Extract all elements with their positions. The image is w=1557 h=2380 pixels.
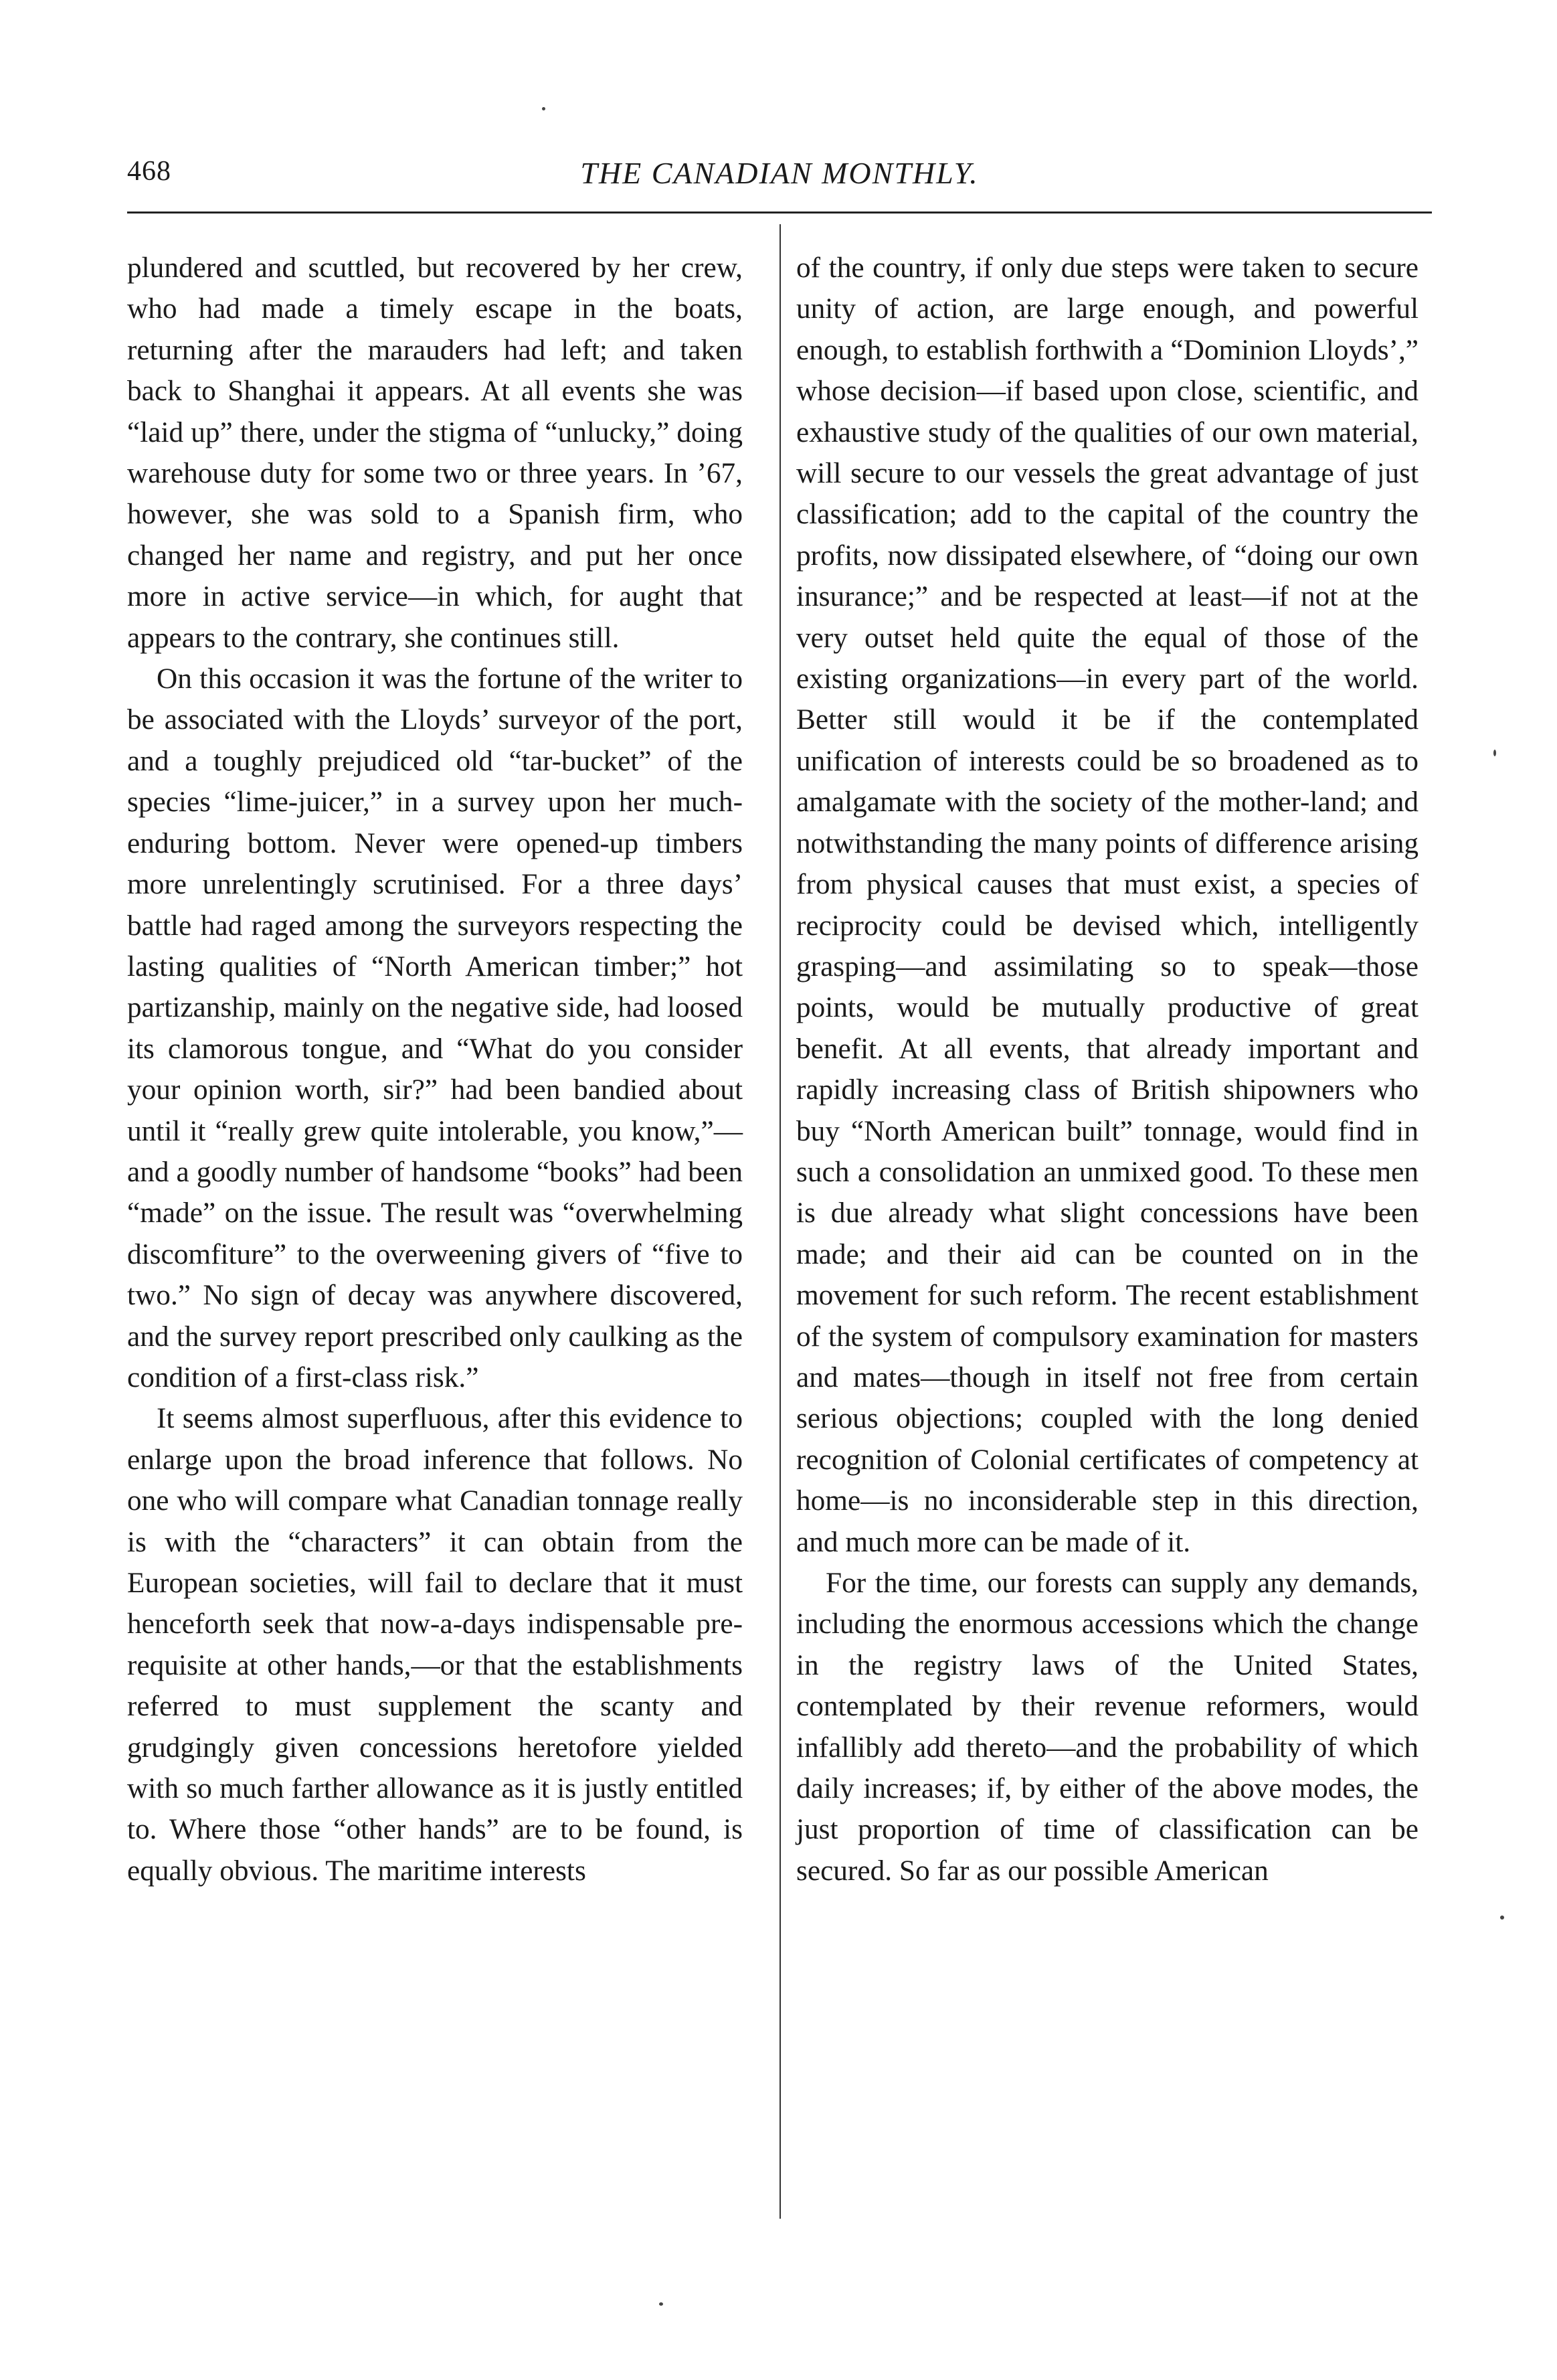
paragraph: It seems almost superfluous, after this evidence to enlarge upon the broad inference that follows. No one who will compare what Canadian tonnage really is with the “characters” it can obtain from the European societies, will fail to declare that it must henceforth seek that now-a-days indispensable pre-requisite at other hands,—or that the establishments referred to must supplement the scanty and grudgingly given concessions heretofore yielded with so much farther allowance as it is justly entitled to. Where those “other hands” are to be found, is equally obvious. The maritime interests: [127, 1402, 743, 1887]
paragraph: On this occasion it was the fortune of the writer to be associated with the Lloyds’ surveyor of the port, and a toughly prejudiced old “tar-bucket” of the species “lime-juicer,” in a survey upon her much-enduring bottom. Never were opened-up timbers more unrelentingly scrutinised. For a three days’ battle had raged among the surveyors respecting the lasting qualities of “North American timber;” hot partizanship, mainly on the negative side, had loosed its clamorous tongue, and “What do you consider your opinion worth, sir?” had been bandied about until it “really grew quite intolerable, you know,”—and a goodly number of handsome “books” had been “made” on the issue. The result was “overwhelming discomfiture” to the overweening givers of “five to two.” No sign of decay was anywhere discovered, and the survey report prescribed only caulking as the condition of a first-class risk.”: [127, 663, 743, 1393]
page-number: 468: [127, 156, 171, 187]
running-title: THE CANADIAN MONTHLY.: [580, 156, 979, 190]
right-column: [796, 248, 1418, 1891]
header-rule: [127, 211, 1432, 214]
paragraph: of the country, if only due steps were taken to secure unity of action, are large enough, and powerful enough, to establish forthwith a “Dominion Lloyds’,” whose decision—if based upon close, scientific, and exhaustive study of the qualities of our own material, will secure to our vessels the great advantage of just classification; add to the capital of the country the profits, now dissipated elsewhere, of “doing our own insurance;” and be respected at least—if not at the very outset held quite the equal of those of the existing organizations—in every part of the world. Better still would it be if the contemplated unification of interests could be so broadened as to amalgamate with the society of the mother-land; and notwithstanding the many points of difference arising from physical causes that must exist, a species of reciprocity could be devised which, intelligently grasping—and assimilating so to speak—those points, would be mutually productive of great benefit. At all events, that already important and rapidly increasing class of British shipowners who buy “North American built” tonnage, would find in such a consolidation an unmixed good. To these men is due already what slight concessions have been made; and their aid can be counted on in the movement for such reform. The recent establishment of the system of compulsory examination for masters and mates—though in itself not free from certain serious objections; coupled with the long denied recognition of Colonial certificates of competency at home—is no inconsiderable step in this direction, and much more can be made of it.: [796, 252, 1418, 1558]
ink-speck: [1493, 750, 1496, 756]
paragraph: plundered and scuttled, but recovered by her crew, who had made a timely escape in the boats, returning after the marauders had left; and taken back to Shanghai it appears. At all events she was “laid up” there, under the stigma of “unlucky,” doing warehouse duty for some two or three years. In ’67, however, she was sold to a Spanish firm, who changed her name and registry, and put her once more in active service—in which, for aught that appears to the contrary, she continues still.: [127, 252, 743, 654]
ink-speck: [1500, 1916, 1504, 1920]
ink-speck: [542, 107, 545, 110]
column-divider: [780, 224, 781, 2219]
page-header: [127, 155, 1432, 202]
ink-speck: [659, 2302, 663, 2306]
paragraph: For the time, our forests can supply any demands, including the enormous accessions which the change in the registry laws of the United States, contemplated by their revenue reformers, would infallibly add thereto—and the probability of which daily increases; if, by either of the above modes, the just proportion of time of classification can be secured. So far as our possible American: [796, 1567, 1418, 1887]
left-column: [127, 248, 743, 1891]
